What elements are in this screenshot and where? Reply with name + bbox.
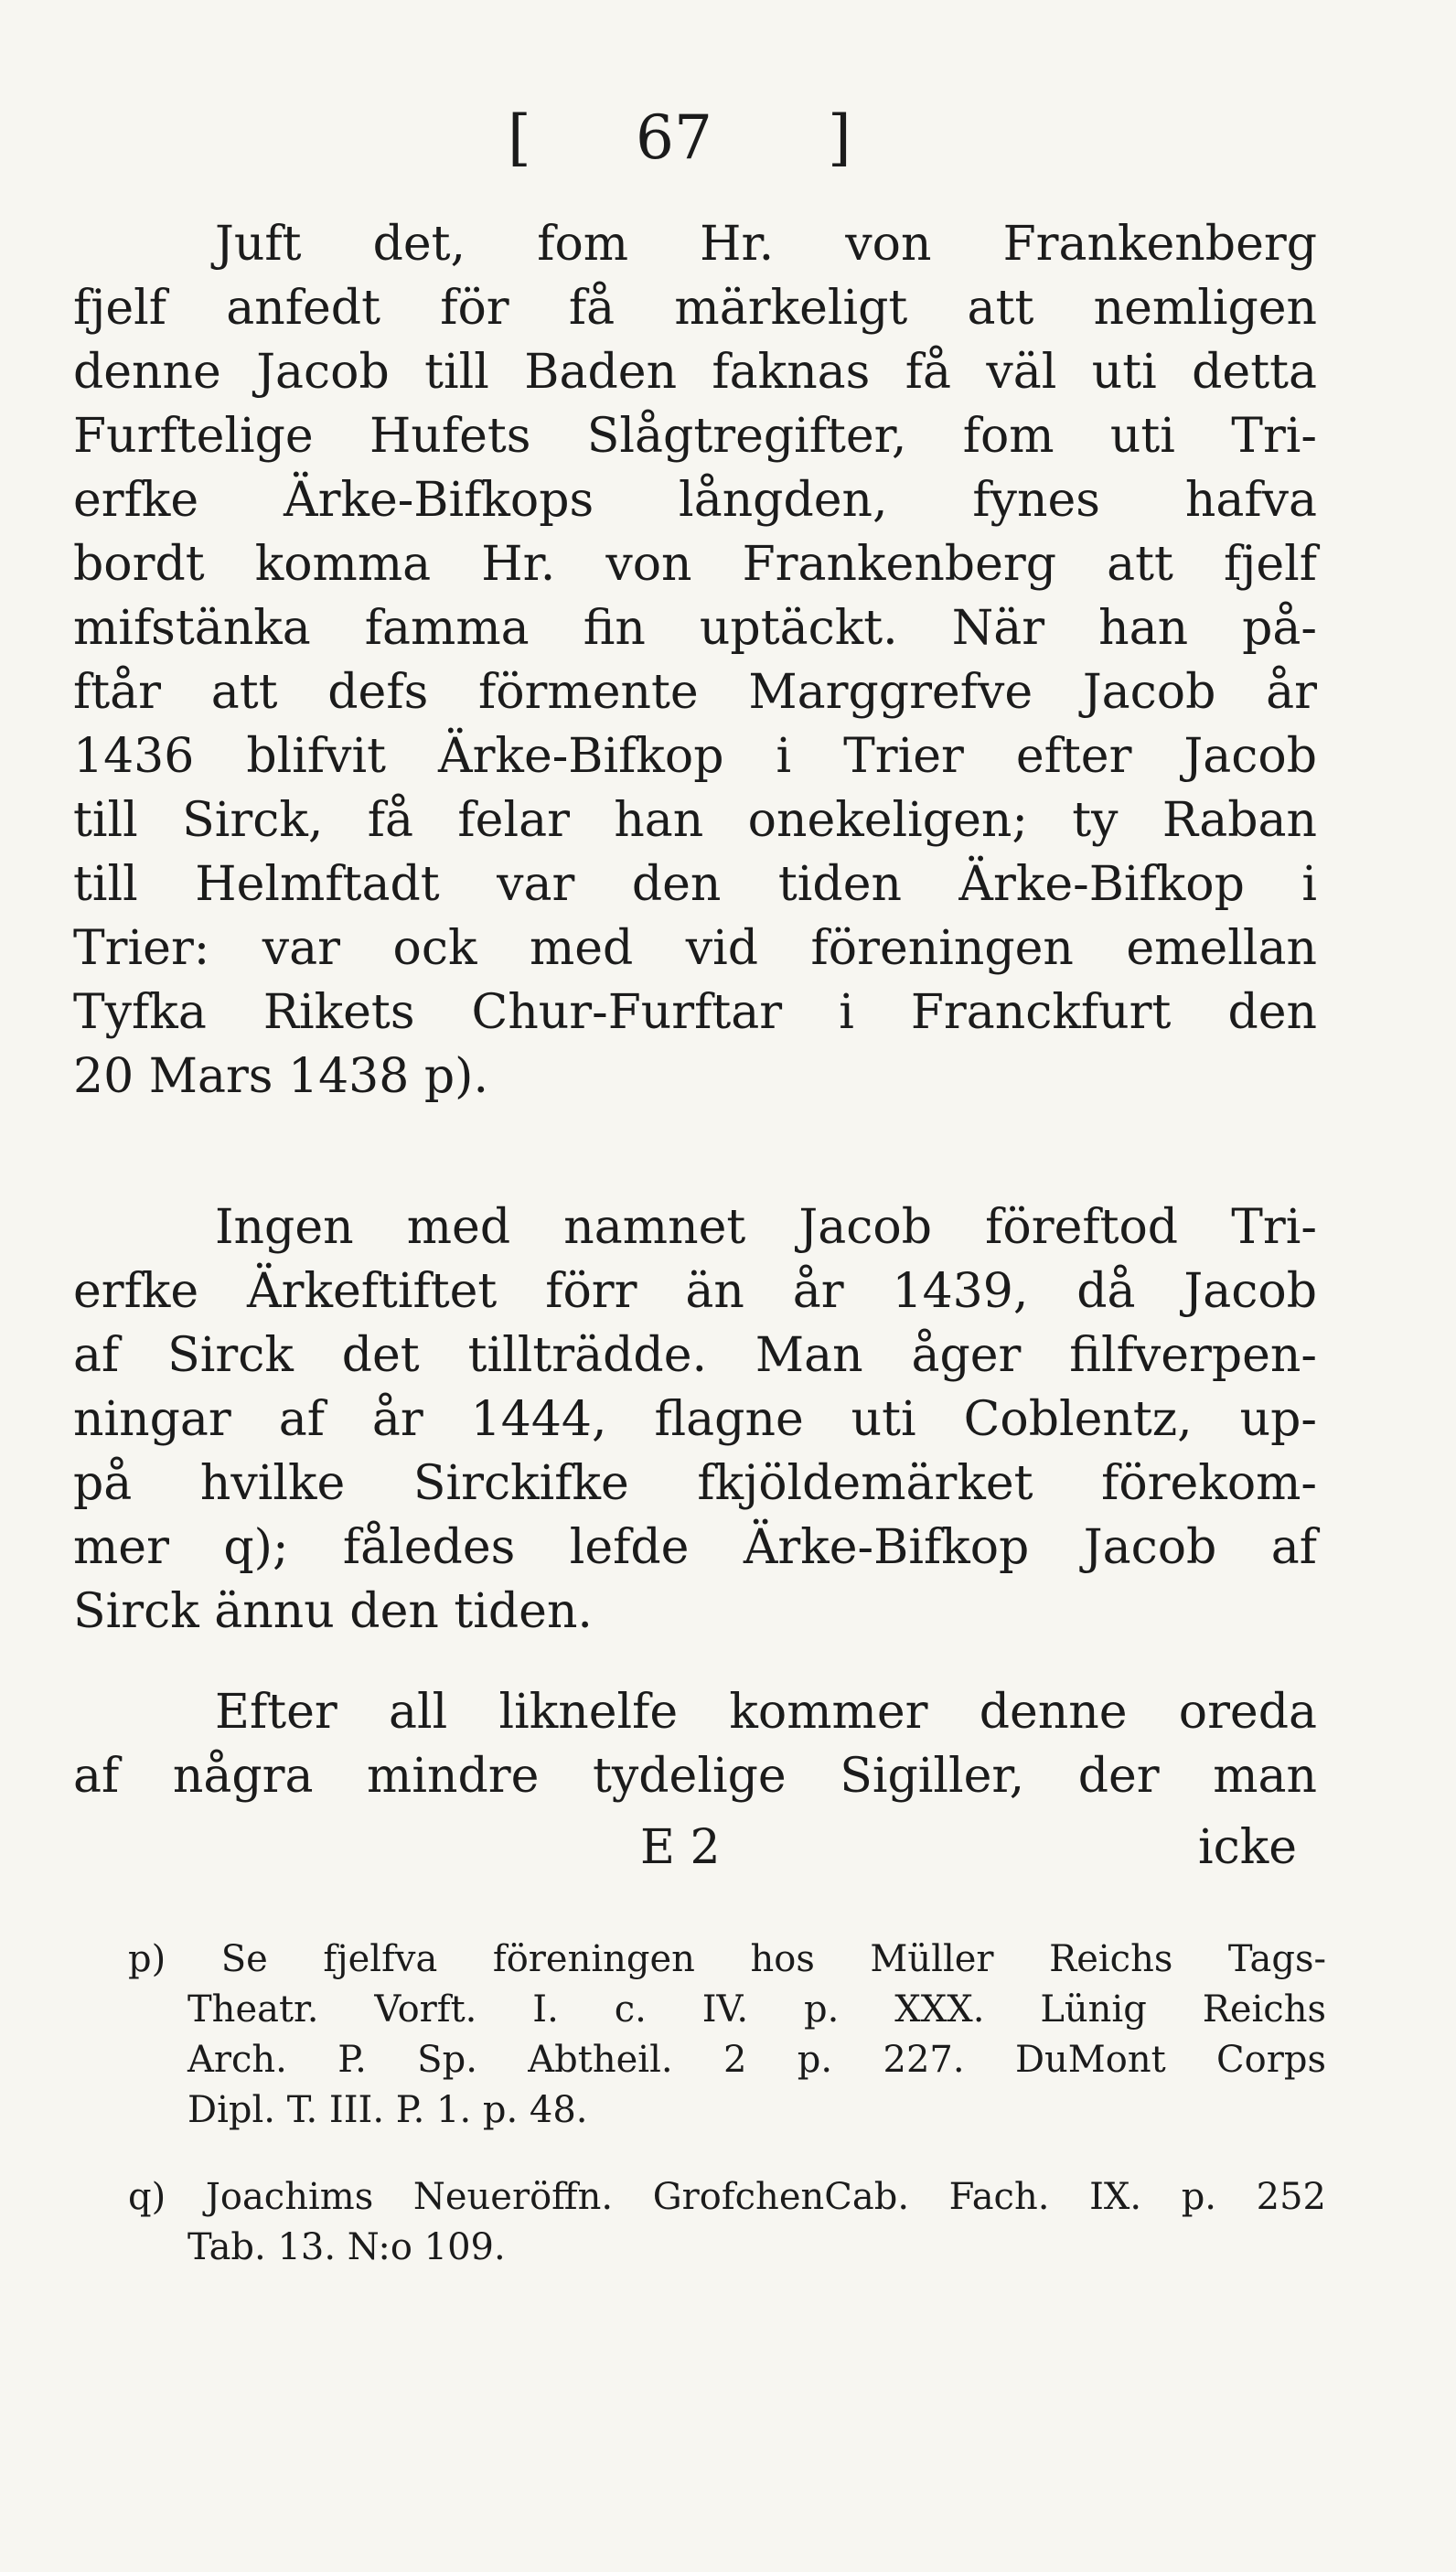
text-line: mer q); fåledes lefde Ärke-Bifkop Jacob af — [73, 1520, 1317, 1575]
text-line: ftår att defs förmente Marggrefve Jacob år — [73, 665, 1317, 720]
text-line: mifstänka famma fin uptäckt. När han på- — [73, 601, 1317, 656]
text-line: Tyfka Rikets Chur-Furftar i Franckfurt den — [73, 985, 1317, 1040]
text-line: bordt komma Hr. von Frankenberg att fjelf — [73, 537, 1317, 592]
footnote-line: Arch. P. Sp. Abtheil. 2 p. 227. DuMont Corps — [187, 2039, 1326, 2081]
text-line: af Sirck det tillträdde. Man åger filfverpen- — [73, 1328, 1317, 1383]
text-line: Trier: var ock med vid föreningen emellan — [73, 921, 1317, 976]
text-line: Efter all liknelfe kommer denne oreda — [215, 1685, 1317, 1740]
text-line: på hvilke Sirckifke fkjöldemärket förekom- — [73, 1456, 1317, 1511]
header-bracket-right: ] — [828, 102, 851, 173]
page-header — [0, 99, 1456, 181]
text-line: till Sirck, få felar han onekeligen; ty Raban — [73, 793, 1317, 848]
text-line: erfke Ärke-Bifkops långden, fynes hafva — [73, 473, 1317, 528]
text-line: till Helmftadt var den tiden Ärke-Bifkop i — [73, 857, 1317, 912]
page-number: 67 — [636, 102, 712, 173]
text-line: Ingen med namnet Jacob föreftod Tri- — [215, 1200, 1317, 1255]
footnote-line: Theatr. Vorft. I. c. IV. p. XXX. Lünig Reichs — [187, 1988, 1326, 2031]
signature-mark: E 2 — [640, 1820, 721, 1875]
text-line: Sirck ännu den tiden. — [73, 1584, 593, 1639]
text-line: ningar af år 1444, flagne uti Coblentz, up- — [73, 1392, 1317, 1447]
catchword: icke — [1198, 1820, 1298, 1875]
text-line: Furftelige Hufets Slågtregifter, fom uti Tri- — [73, 409, 1317, 464]
text-line: erfke Ärkeftiftet förr än år 1439, då Jacob — [73, 1264, 1317, 1319]
text-line: 20 Mars 1438 p). — [73, 1049, 488, 1104]
text-line: Juft det, fom Hr. von Frankenberg — [215, 217, 1317, 272]
footnote-line: p) Se fjelfva föreningen hos Müller Reichs Tags- — [128, 1938, 1326, 1980]
footnote-line: Tab. 13. N:o 109. — [187, 2226, 506, 2268]
text-line: denne Jacob till Baden faknas få väl uti detta — [73, 345, 1317, 400]
text-line: 1436 blifvit Ärke-Bifkop i Trier efter Jacob — [73, 729, 1317, 784]
header-bracket-left: [ — [508, 102, 531, 173]
text-line: af några mindre tydelige Sigiller, der man — [73, 1749, 1317, 1804]
text-line: fjelf anfedt för få märkeligt att nemligen — [73, 281, 1317, 336]
footnote-line: Dipl. T. III. P. 1. p. 48. — [187, 2089, 588, 2131]
footnote-line: q) Joachims Neueröffn. GrofchenCab. Fach. IX. p. 252 — [128, 2176, 1326, 2218]
